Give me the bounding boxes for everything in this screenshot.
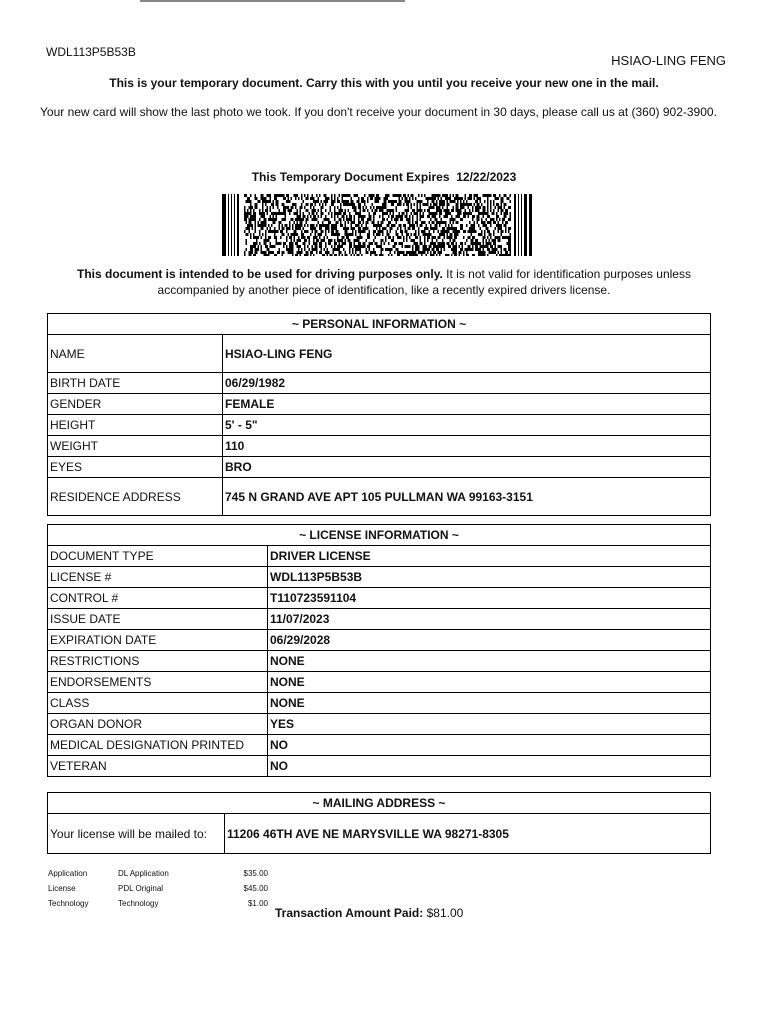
table-row [48,714,711,735]
table-row [48,567,711,588]
row-label: LICENSE # [48,567,268,588]
row-label: MEDICAL DESIGNATION PRINTED [48,735,268,756]
transaction-total [275,906,463,920]
mailing-label: Your license will be mailed to: [48,814,225,854]
purpose-rest: It is not valid for identification purposes unless accompanied by another piece of identification, like a recently expired drivers license. [157,267,691,297]
table-row [48,651,711,672]
scan-edge-line [140,0,405,2]
row-label: RESIDENCE ADDRESS [48,478,223,516]
row-label: EYES [48,457,223,478]
fee-category: License [48,884,76,893]
row-value: NONE [268,651,711,672]
row-value: NONE [268,693,711,714]
row-value: WDL113P5B53B [268,567,711,588]
expiration-label: This Temporary Document Expires [251,170,450,184]
photo-notice: Your new card will show the last photo we took. If you don't receive your document in 30 days, please call us at (360) 902-3900. [40,105,717,119]
fee-item: DL Application [118,869,169,878]
fee-amount: $1.00 [247,899,268,908]
row-label: WEIGHT [48,436,223,457]
license-information-table [47,524,711,777]
table-row [48,630,711,651]
fee-category: Technology [48,899,89,908]
row-value: 110 [223,436,711,457]
total-amount: $81.00 [426,906,464,920]
row-label: DOCUMENT TYPE [48,546,268,567]
expiration-notice [0,170,768,184]
table-row [48,478,711,516]
row-value: 06/29/2028 [268,630,711,651]
row-label: ORGAN DONOR [48,714,268,735]
table-row [48,609,711,630]
fee-breakdown [48,866,278,911]
table-row [48,546,711,567]
temporary-notice: This is your temporary document. Carry this with you until you receive your new one in the mail. [109,76,659,90]
fee-row [48,881,278,896]
row-value: T110723591104 [268,588,711,609]
table-row [48,436,711,457]
purpose-statement [40,266,728,298]
row-value: HSIAO-LING FENG [223,335,711,373]
mailing-value: 11206 46TH AVE NE MARYSVILLE WA 98271-8305 [225,814,711,854]
row-value: 06/29/1982 [223,373,711,394]
pdf417-barcode [222,194,532,256]
personal-section-title: ~ PERSONAL INFORMATION ~ [48,314,711,335]
fee-amount: $35.00 [243,869,268,878]
row-value: FEMALE [223,394,711,415]
header-document-id: WDL113P5B53B [46,45,136,59]
row-value: NO [268,735,711,756]
row-value: 5' - 5" [223,415,711,436]
row-value: BRO [223,457,711,478]
fee-row [48,896,278,911]
row-label: BIRTH DATE [48,373,223,394]
row-label: VETERAN [48,756,268,777]
row-label: ISSUE DATE [48,609,268,630]
fee-item: PDL Original [118,884,164,893]
table-row [48,735,711,756]
license-section-title: ~ LICENSE INFORMATION ~ [48,525,711,546]
row-value: NO [268,756,711,777]
row-value: NONE [268,672,711,693]
row-label: ENDORSEMENTS [48,672,268,693]
fee-item: Technology [118,899,159,908]
row-label: NAME [48,335,223,373]
mailing-address-table [47,792,711,854]
row-label: CLASS [48,693,268,714]
row-value: 11/07/2023 [268,609,711,630]
fee-amount: $45.00 [243,884,268,893]
mailing-section-title: ~ MAILING ADDRESS ~ [48,793,711,814]
row-label: EXPIRATION DATE [48,630,268,651]
row-value: DRIVER LICENSE [268,546,711,567]
fee-row [48,866,278,881]
table-row [48,415,711,436]
table-row [48,588,711,609]
purpose-bold: This document is intended to be used for driving purposes only. [77,267,443,281]
row-value: YES [268,714,711,735]
row-label: GENDER [48,394,223,415]
table-row [48,373,711,394]
expiration-date: 12/22/2023 [456,170,517,184]
table-row [48,335,711,373]
table-row [48,814,711,854]
total-label: Transaction Amount Paid: [275,906,424,920]
table-row [48,693,711,714]
row-label: HEIGHT [48,415,223,436]
fee-category: Application [48,869,88,878]
header-holder-name: HSIAO-LING FENG [611,53,726,68]
row-value: 745 N GRAND AVE APT 105 PULLMAN WA 99163-3151 [223,478,711,516]
table-row [48,457,711,478]
table-row [48,394,711,415]
personal-information-table [47,313,711,516]
table-row [48,672,711,693]
table-row [48,756,711,777]
row-label: RESTRICTIONS [48,651,268,672]
row-label: CONTROL # [48,588,268,609]
